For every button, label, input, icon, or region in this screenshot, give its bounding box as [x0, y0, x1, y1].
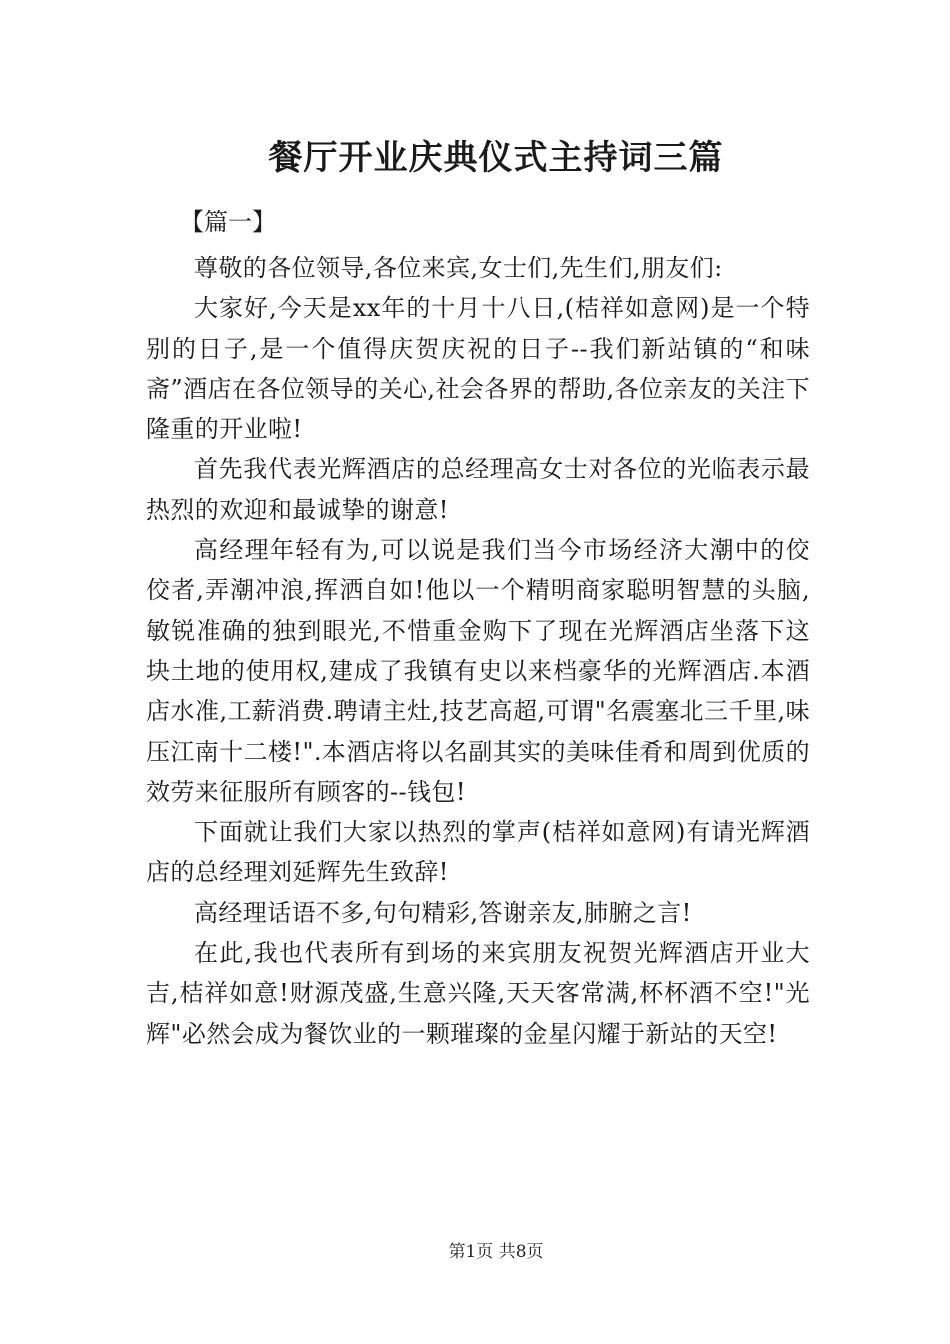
- paragraph-speech-comment: 高经理话语不多,句句精彩,答谢亲友,肺腑之言!: [194, 898, 692, 927]
- section-heading: 【篇一】: [180, 208, 276, 236]
- paragraph-greeting: 尊敬的各位领导,各位来宾,女士们,先生们,朋友们:: [194, 254, 723, 282]
- paragraph-manager-praise: 高经理年轻有为,可以说是我们当今市场经济大潮中的佼佼者,弄潮冲浪,挥洒自如!他以一个精明商家聪明智慧的头脑,敏锐准确的独到眼光,不惜重金购下了现在光辉酒店坐落下这块土地的使用权,建成了我镇有史以来档豪华的光辉酒店.本酒店水准,工薪消费.聘请主灶,技艺高超,可谓"名震塞北三千里,味压江南十二楼!".本酒店将以名副其实的美味佳肴和周到优质的效劳来征服所有顾客的--钱包!: [146, 536, 810, 806]
- paragraph-opening: 大家好,今天是xx年的十月十八日,(桔祥如意网)是一个特别的日子,是一个值得庆贺庆祝的日子--我们新站镇的“和味斋”酒店在各位领导的关心,社会各界的帮助,各位亲友的关注下隆重的开业啦!: [146, 294, 810, 444]
- document-title: 餐厅开业庆典仪式主持词三篇: [268, 138, 724, 178]
- page-number-footer: 第1页 共8页: [448, 1242, 544, 1262]
- paragraph-invite-speech: 下面就让我们大家以热烈的掌声(桔祥如意网)有请光辉酒店的总经理刘延辉先生致辞!: [146, 818, 810, 887]
- paragraph-blessing: 在此,我也代表所有到场的来宾朋友祝贺光辉酒店开业大吉,桔祥如意!财源茂盛,生意兴隆,天天客常满,杯杯酒不空!"光辉"必然会成为餐饮业的一颗璀璨的金星闪耀于新站的天空!: [146, 939, 810, 1048]
- document-body: [146, 248, 810, 1054]
- paragraph-welcome: 首先我代表光辉酒店的总经理高女士对各位的光临表示最热烈的欢迎和最诚挚的谢意!: [146, 455, 810, 524]
